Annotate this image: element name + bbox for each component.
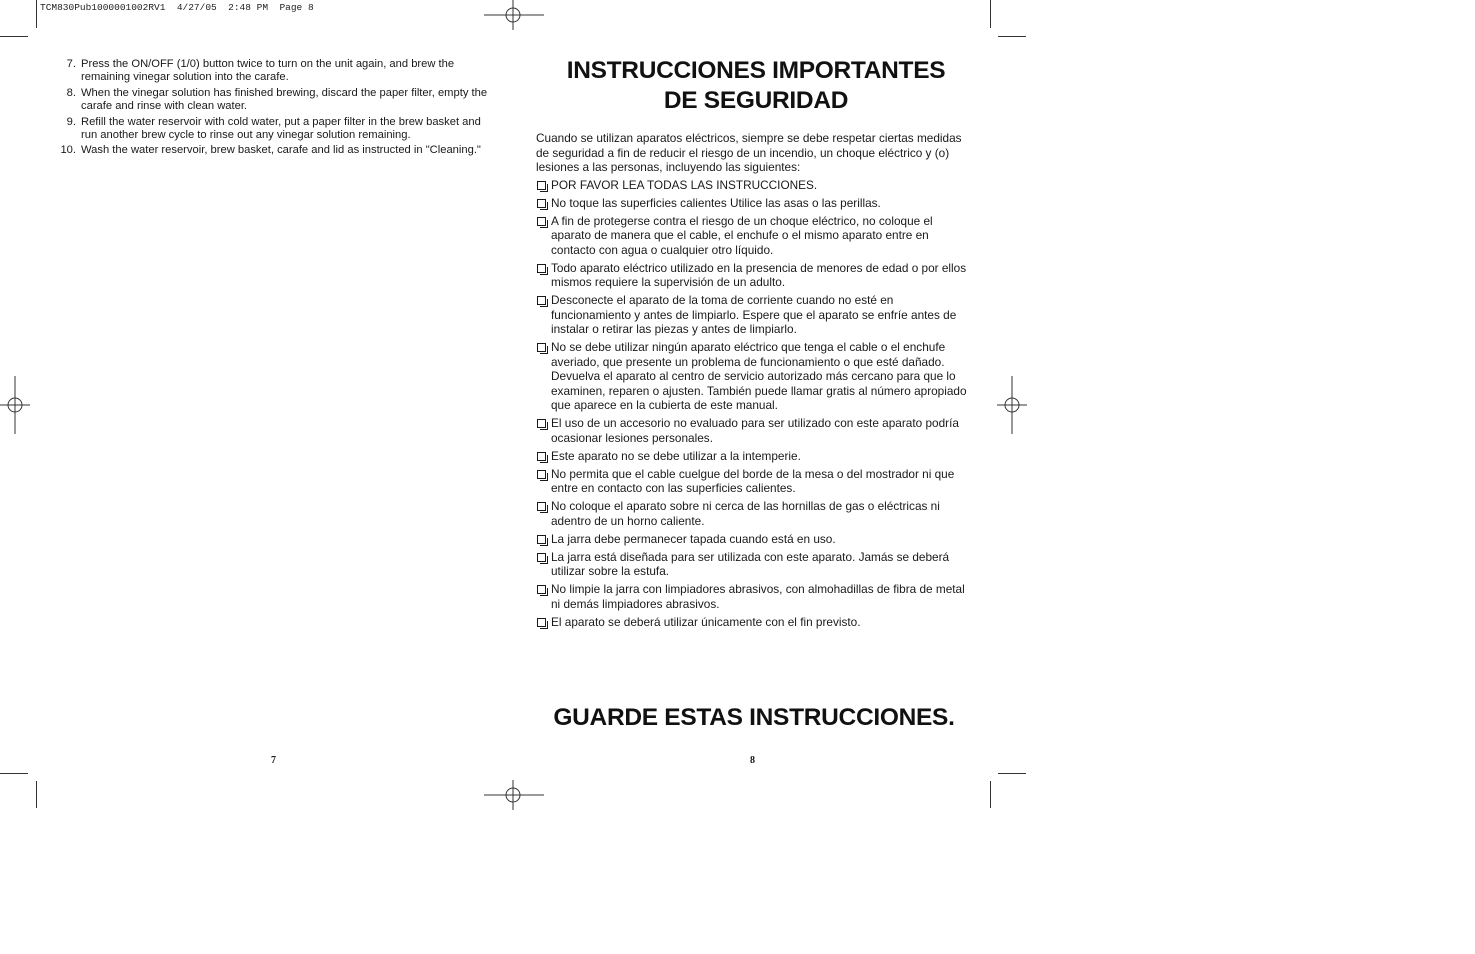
checkbox-bullet-icon: [537, 296, 546, 305]
crop-mark: [0, 773, 28, 774]
list-item: [536, 261, 972, 290]
crop-mark: [36, 781, 37, 808]
warning-text: La jarra está diseñada para ser utilizada con este aparato. Jamás se deberá utilizar sobre la estufa.: [551, 549, 950, 578]
registration-mark-left: [0, 376, 30, 434]
checkbox-bullet-icon: [537, 343, 546, 352]
warning-text: No limpie la jarra con limpiadores abrasivos, con almohadillas de fibra de metal ni demás limpiadores abrasivos.: [551, 582, 965, 611]
warning-text: POR FAVOR LEA TODAS LAS INSTRUCCIONES.: [551, 177, 818, 192]
checkbox-bullet-icon: [537, 419, 546, 428]
warning-text: A fin de protegerse contra el riesgo de un choque eléctrico, no coloque el aparato de manera que el cable, el enchufe o el mismo aparato entre en contacto con agua o cualquier otro líquido.: [551, 213, 933, 257]
list-item: [536, 582, 972, 611]
checkbox-bullet-icon: [537, 470, 546, 479]
crop-mark: [998, 773, 1026, 774]
list-item: [56, 116, 496, 143]
warning-text: La jarra debe permanecer tapada cuando está en uso.: [551, 531, 836, 546]
crop-mark: [998, 36, 1026, 37]
checkbox-bullet-icon: [537, 452, 546, 461]
checkbox-bullet-icon: [537, 181, 546, 190]
list-item: [536, 615, 972, 630]
list-item: [536, 178, 972, 193]
title-line-1: INSTRUCCIONES IMPORTANTES: [566, 57, 946, 84]
list-item: [536, 467, 972, 496]
safety-warnings-list: [536, 178, 972, 630]
step-number: 10.: [60, 144, 76, 157]
list-item: [56, 144, 496, 157]
page-number-left: 7: [271, 755, 276, 766]
checkbox-bullet-icon: [537, 264, 546, 273]
checkbox-bullet-icon: [537, 535, 546, 544]
crop-mark: [990, 781, 991, 808]
list-item: [56, 58, 496, 85]
closing-heading: GUARDE ESTAS INSTRUCCIONES.: [553, 704, 955, 731]
warning-text: Este aparato no se debe utilizar a la intemperie.: [551, 448, 801, 463]
list-item: [536, 340, 972, 413]
right-page-content: [536, 56, 972, 633]
crop-mark: [36, 0, 37, 28]
list-item: [536, 449, 972, 464]
step-text: When the vinegar solution has finished brewing, discard the paper filter, empty the carafe and rinse with clean water.: [81, 86, 488, 113]
crop-mark: [0, 36, 28, 37]
step-number: 7.: [66, 58, 76, 70]
cleaning-steps-list: [56, 58, 496, 158]
crop-mark: [990, 0, 991, 28]
warning-text: El uso de un accesorio no evaluado para ser utilizado con este aparato podría ocasionar lesiones personales.: [551, 416, 959, 445]
step-number: 8.: [66, 86, 76, 99]
step-text: Wash the water reservoir, brew basket, carafe and lid as instructed in "Cleaning.": [81, 144, 481, 157]
page-number-right: 8: [750, 755, 755, 766]
list-item: [536, 532, 972, 547]
registration-mark-bottom: [484, 780, 544, 810]
warning-text: No toque las superficies calientes Utilice las asas o las perillas.: [551, 195, 881, 210]
registration-mark-right: [997, 376, 1027, 434]
list-item: [536, 214, 972, 258]
checkbox-bullet-icon: [537, 618, 546, 627]
list-item: [536, 196, 972, 211]
title-line-2: DE SEGURIDAD: [663, 87, 849, 114]
list-item: [56, 87, 496, 114]
list-item: [536, 293, 972, 337]
list-item: [536, 416, 972, 445]
checkbox-bullet-icon: [537, 585, 546, 594]
list-item: [536, 499, 972, 528]
print-slug: TCM830Pub1000001002RV1 4/27/05 2:48 PM Page 8: [40, 2, 314, 13]
registration-mark-top: [484, 0, 544, 30]
step-text: Refill the water reservoir with cold water, put a paper filter in the brew basket and run another brew cycle to rinse out any vinegar solution remaining.: [81, 115, 481, 142]
warning-text: Desconecte el aparato de la toma de corriente cuando no esté en funcionamiento y antes de limpiarlo. Espere que el aparato se enfríe antes de instalar o retirar las piezas y antes de limpiarlo.: [551, 293, 957, 336]
warning-text: Todo aparato eléctrico utilizado en la presencia de menores de edad o por ellos mismos requiere la supervisión de un adulto.: [551, 260, 967, 289]
checkbox-bullet-icon: [537, 199, 546, 208]
checkbox-bullet-icon: [537, 502, 546, 511]
warning-text: No se debe utilizar ningún aparato eléctrico que tenga el cable o el enchufe averiado, que presente un problema de funcionamiento o que esté dañado. Devuelva el aparato al centro de servicio autorizado más cercano para que lo examinen, reparen o ajusten. También puede llamar gratis al número apropiado que aparece en la cubierta de este manual.: [551, 340, 967, 412]
page-title: [536, 56, 972, 116]
list-item: [536, 550, 972, 579]
checkbox-bullet-icon: [537, 553, 546, 562]
step-number: 9.: [66, 115, 76, 128]
checkbox-bullet-icon: [537, 217, 546, 226]
warning-text: El aparato se deberá utilizar únicamente con el fin previsto.: [551, 614, 861, 629]
warning-text: No coloque el aparato sobre ni cerca de las hornillas de gas o eléctricas ni adentro de un horno caliente.: [551, 499, 940, 528]
left-page-content: [56, 58, 496, 160]
warning-text: No permita que el cable cuelgue del borde de la mesa o del mostrador ni que entre en contacto con las superficies calientes.: [551, 466, 955, 495]
step-text: Press the ON/OFF (1/0) button twice to turn on the unit again, and brew the remaining vinegar solution into the carafe.: [81, 58, 455, 84]
intro-paragraph: Cuando se utilizan aparatos eléctricos, siempre se debe respetar ciertas medidas de seguridad a fin de reducir el riesgo de un incendio, un choque eléctrico y (o) lesiones a las personas, incluyendo las siguientes:: [536, 131, 962, 174]
